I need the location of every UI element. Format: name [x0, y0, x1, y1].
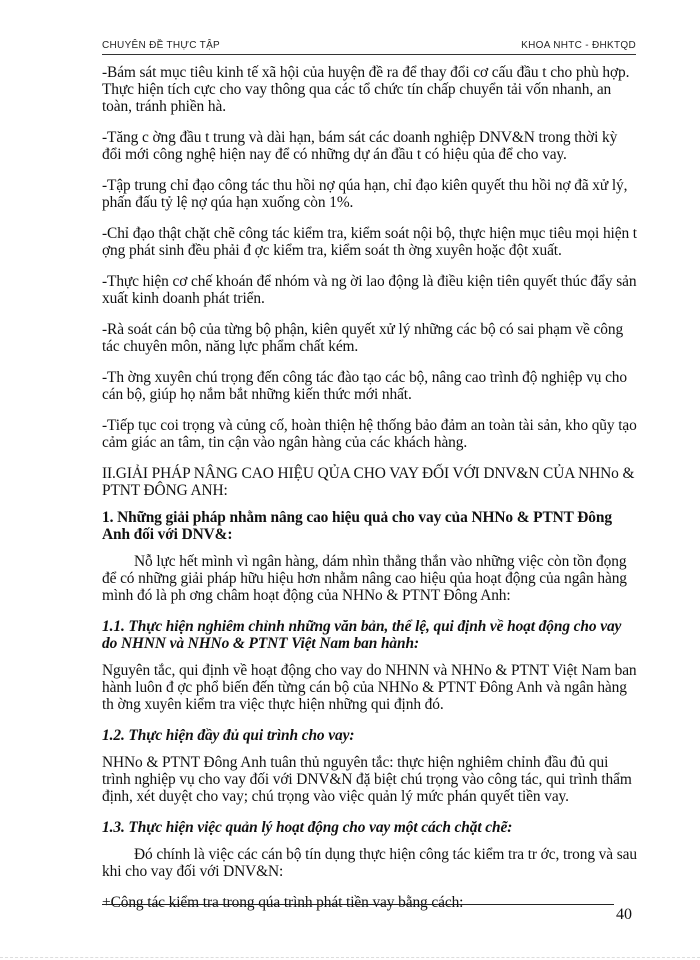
document-body	[102, 64, 638, 925]
header-left-title: CHUYÊN ĐỀ THỰC TẬP	[102, 40, 221, 51]
paragraph: -Chỉ đạo thật chặt chẽ công tác kiểm tra, kiểm soát nội bộ, thực hiện mục tiêu mọi hiện t ợng phát sinh đều phải đ ợc kiểm tra, kiểm soát th ờng xuyên hoặc đột xuất.	[102, 225, 637, 259]
paragraph: -Th ờng xuyên chú trọng đến công tác đào tạo các bộ, nâng cao trình độ nghiệp vụ cho cán bộ, giúp họ nắm bắt những kiến thức mới nhất.	[102, 369, 627, 403]
paragraph: Nỗ lực hết mình vì ngân hàng, dám nhìn thẳng thắn vào những việc còn tồn đọng để có những giải pháp hữu hiệu hơn nhằm nâng cao hiệu qủa hoạt động của ngân hàng mình đó là ph ơng châm hoạt động của NHNo & PTNT Đông Anh:	[102, 553, 627, 604]
section-heading: II.GIẢI PHÁP NÂNG CAO HIỆU QỦA CHO VAY ĐỐI VỚI DNV&N CỦA NHNo & PTNT ĐÔNG ANH:	[102, 465, 635, 499]
subsection-heading: 1. Những giải pháp nhằm nâng cao hiệu quả cho vay của NHNo & PTNT Đông Anh đối với DNV&:	[102, 509, 612, 543]
paragraph: NHNo & PTNT Đông Anh tuân thủ nguyên tắc: thực hiện nghiêm chỉnh đầu đủ qui trình nghiệp vụ cho vay đối với DNV&N đặ biệt chú trọng vào công tác, qui trình thẩm định, xét duyệt cho vay; chú trọng vào việc quản lý mức phán quyết tiền vay.	[102, 754, 632, 805]
paragraph: -Bám sát mục tiêu kinh tế xã hội của huyện đề ra để thay đổi cơ cấu đầu t cho phù hợp. Thực hiện tích cực cho vay thông qua các tổ chức tín chấp chuyển tải vốn nhanh, an toàn, tránh phiền hà.	[102, 64, 630, 115]
paragraph: +Công tác kiểm tra trong qúa trình phát tiền vay bằng cách:	[102, 894, 464, 911]
paragraph: -Rà soát cán bộ của từng bộ phận, kiên quyết xử lý những các bộ có sai phạm về công tác chuyên môn, năng lực phẩm chất kém.	[102, 321, 624, 355]
subsection-heading-1-3: 1.3. Thực hiện việc quản lý hoạt động cho vay một cách chặt chẽ:	[102, 819, 513, 836]
page-number: 40	[616, 906, 632, 923]
paragraph: -Tiếp tục coi trọng và củng cố, hoàn thiện hệ thống bảo đảm an toàn tài sản, kho qũy tạo cảm giác an tâm, tin cận vào ngân hàng của các khách hàng.	[102, 417, 637, 451]
paragraph: -Thực hiện cơ chế khoán để nhóm và ng ời lao động là điều kiện tiên quyết thúc đẩy sản xuất kinh doanh phát triển.	[102, 273, 637, 307]
page-header	[102, 40, 636, 55]
paragraph: Nguyên tắc, qui định về hoạt động cho vay do NHNN và NHNo & PTNT Việt Nam ban hành luôn đ ợc phổ biến đến từng cán bộ của NHNo & PTNT Đông Anh và ngân hàng th ờng xuyên kiểm tra việc thực hiện những qui định đó.	[102, 662, 637, 713]
paragraph: -Tăng c ờng đầu t trung và dài hạn, bám sát các doanh nghiệp DNV&N trong thời kỳ đổi mới công nghệ hiện nay để có những dự án đầu t có hiệu qủa để cho vay.	[102, 129, 618, 163]
header-right-title: KHOA NHTC - ĐHKTQD	[521, 40, 636, 51]
paragraph: -Tập trung chỉ đạo công tác thu hồi nợ qúa hạn, chỉ đạo kiên quyết thu hồi nợ đã xử lý, phấn đấu tỷ lệ nợ qúa hạn xuống còn 1%.	[102, 177, 628, 211]
paragraph: Đó chính là việc các cán bộ tín dụng thực hiện công tác kiểm tra tr ớc, trong và sau khi cho vay đối với DNV&N:	[102, 846, 637, 880]
page-edge-divider	[0, 957, 700, 958]
subsection-heading-1-2: 1.2. Thực hiện đầy đủ qui trình cho vay:	[102, 727, 355, 744]
footer-divider	[102, 904, 614, 905]
subsection-heading-1-1: 1.1. Thực hiện nghiêm chỉnh những văn bản, thể lệ, qui định về hoạt động cho vay do NHNN và NHNo & PTNT Việt Nam ban hành:	[102, 618, 622, 652]
